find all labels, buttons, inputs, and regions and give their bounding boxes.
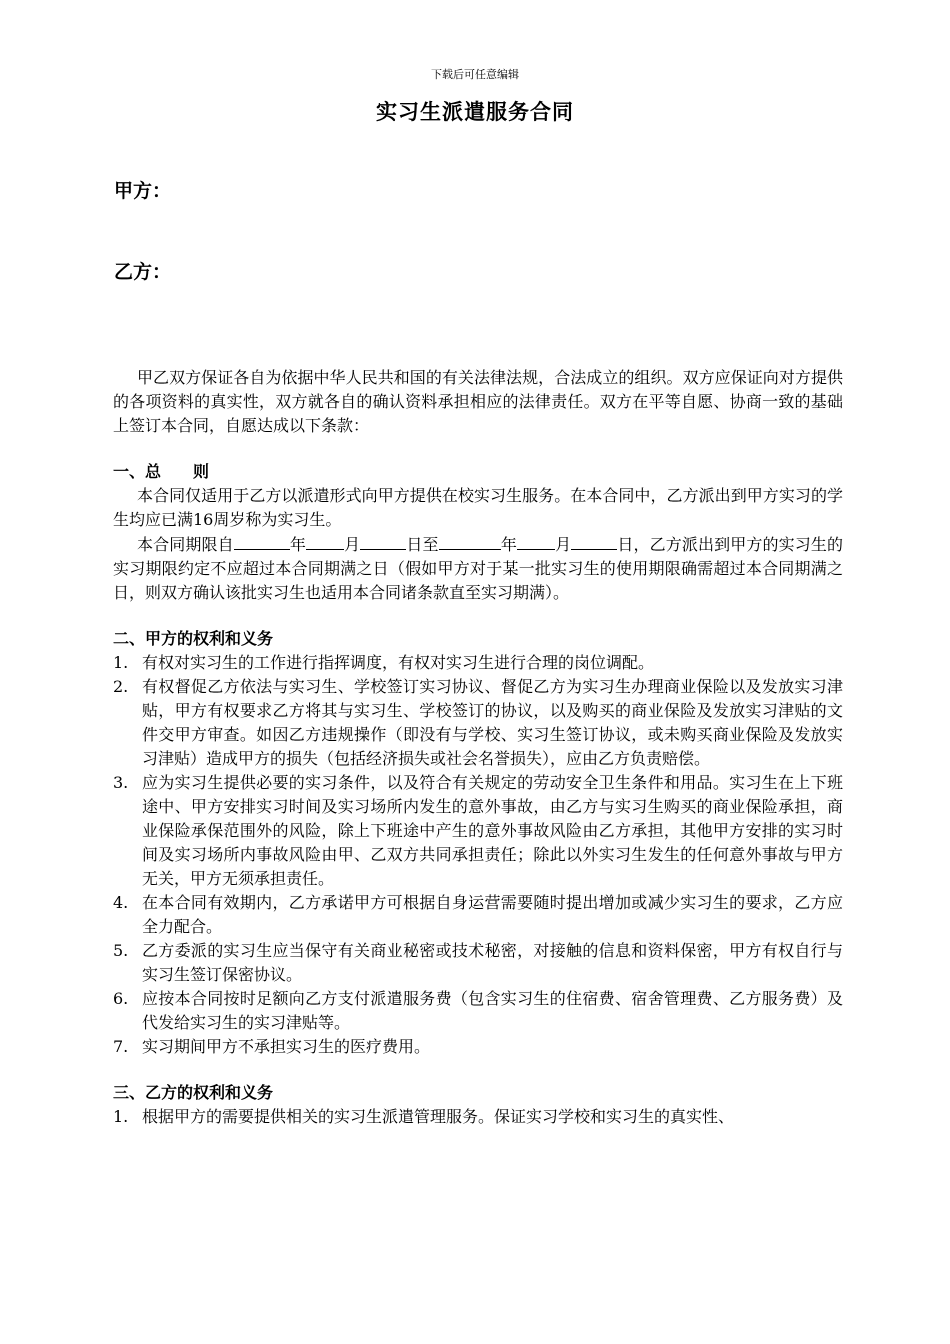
list-item (113, 891, 843, 939)
item-number: 1. (113, 653, 129, 672)
item-text: 在本合同有效期内，乙方承诺甲方可根据自身运营需要随时提出增加或减少实习生的要求，乙方应全力配合。 (142, 893, 843, 936)
month-label: 月 (344, 535, 361, 554)
start-year-blank[interactable] (234, 532, 290, 550)
party-a-label: 甲方： (114, 180, 172, 202)
item-text: 有权对实习生的工作进行指挥调度，有权对实习生进行合理的岗位调配。 (142, 653, 655, 672)
item-text: 应按本合同按时足额向乙方支付派遣服务费（包含实习生的住宿费、宿舍管理费、乙方服务费）及代发给实习生的实习津贴等。 (142, 989, 843, 1032)
section-2-heading: 二、甲方的权利和义务 (113, 629, 274, 648)
item-text: 乙方委派的实习生应当保守有关商业秘密或技术秘密，对接触的信息和资料保密，甲方有权自行与实习生签订保密协议。 (142, 941, 843, 984)
year-label: 年 (289, 535, 307, 554)
item-number: 7. (113, 1037, 129, 1056)
item-number: 5. (113, 941, 129, 960)
item-text: 应为实习生提供必要的实习条件，以及符合有关规定的劳动安全卫生条件和用品。实习生在上下班途中、甲方安排实习时间及实习场所内发生的意外事故，由乙方与实习生购买的商业保险承担，商业保险承保范围外的风险，除上下班途中产生的意外事故风险由乙方承担，其他甲方安排的实习时间及实习场所内事故风险由甲、乙双方共同承担责任；除此以外实习生发生的任何意外事故与甲方无关，甲方无须承担责任。 (142, 773, 843, 888)
section-1-heading: 一、总 则 (113, 462, 210, 481)
section-3-heading: 三、乙方的权利和义务 (113, 1083, 274, 1102)
intro-paragraph: 甲乙双方保证各自为依据中华人民共和国的有关法律法规，合法成立的组织。双方应保证向对方提供的各项资料的真实性，双方就各自的确认资料承担相应的法律责任。双方在平等自愿、协商一致的基础上签订本合同，自愿达成以下条款： (113, 368, 843, 435)
list-item (113, 1035, 843, 1059)
item-number: 3. (113, 773, 129, 792)
list-item (113, 939, 843, 987)
document-title: 实习生派遣服务合同 (376, 99, 574, 124)
item-number: 1. (113, 1107, 129, 1126)
list-item (113, 1105, 843, 1129)
header-note: 下载后可任意编辑 (431, 68, 519, 81)
list-item (113, 651, 843, 675)
list-item (113, 675, 843, 771)
item-text: 有权督促乙方依法与实习生、学校签订实习协议、督促乙方为实习生办理商业保险以及发放实习津贴，甲方有权要求乙方将其与实习生、学校签订的协议，以及购买的商业保险及发放实习津贴的文件交甲方审查。如因乙方违规操作（即没有与学校、实习生签订协议，或未购买商业保险及发放实习津贴）造成甲方的损失（包括经济损失或社会名誉损失），应由乙方负责赔偿。 (142, 677, 843, 768)
month-label: 月 (554, 535, 572, 554)
year-label: 年 (500, 535, 517, 554)
section-1-paragraph-1: 本合同仅适用于乙方以派遣形式向甲方提供在校实习生服务。在本合同中，乙方派出到甲方实习的学生均应已满16周岁称为实习生。 (113, 486, 843, 529)
end-year-blank[interactable] (439, 532, 501, 550)
item-text: 实习期间甲方不承担实习生的医疗费用。 (142, 1037, 431, 1056)
item-text: 根据甲方的需要提供相关的实习生派遣管理服务。保证实习学校和实习生的真实性、 (142, 1107, 735, 1126)
day-to-label: 日至 (406, 535, 439, 554)
contract-body (113, 366, 843, 1129)
list-item (113, 987, 843, 1035)
section-1-paragraph-2 (113, 532, 843, 605)
start-day-blank[interactable] (360, 532, 406, 550)
item-number: 2. (113, 677, 129, 696)
list-item (113, 771, 843, 891)
item-number: 4. (113, 893, 129, 912)
end-day-blank[interactable] (571, 532, 617, 550)
end-month-blank[interactable] (517, 532, 555, 550)
party-b-label: 乙方： (114, 261, 172, 283)
term-start-text: 本合同期限自 (137, 535, 234, 554)
term-end-text: 日，乙方派出到甲方的实习生的实习期限约定不应超过本合同期满之日（假如甲方对于某一批实习生的使用期限确需超过本合同期满之日，则双方确认该批实习生也适用本合同诸条款直至实习期满）。 (113, 535, 843, 602)
item-number: 6. (113, 989, 129, 1008)
start-month-blank[interactable] (306, 532, 344, 550)
